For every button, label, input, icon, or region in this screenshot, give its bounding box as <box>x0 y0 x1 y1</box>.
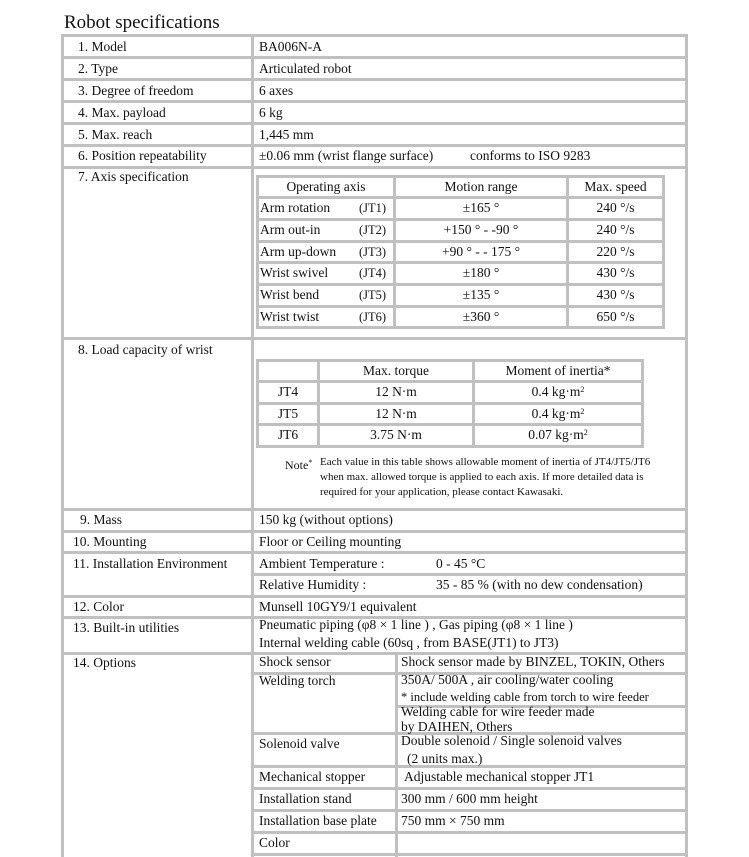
row-line <box>251 573 688 576</box>
axis-joint: (JT4) <box>359 266 387 280</box>
options-divider <box>395 652 398 857</box>
option-value: (2 units max.) <box>407 751 483 766</box>
spec-label-type: 2. Type <box>78 61 119 76</box>
option-value: Shock sensor made by BINZEL, TOKIN, Others <box>401 654 665 669</box>
axis-motion-range: ±165 ° <box>462 200 500 215</box>
row-line <box>61 551 688 554</box>
axis-name: Arm out-in <box>260 222 321 237</box>
axis-motion-range: ±180 ° <box>462 265 500 280</box>
axis-max-speed: 240 °/s <box>596 222 635 237</box>
spec-value-mounting: Floor or Ceiling mounting <box>259 534 402 549</box>
spec-label-payload: 4. Max. payload <box>78 105 166 120</box>
load-moment-of-inertia <box>475 427 641 443</box>
note-mark: * <box>308 458 313 467</box>
option-value: by DAIHEN, Others <box>401 719 513 734</box>
spec-label-color: 12. Color <box>73 599 125 614</box>
axis-joint: (JT2) <box>359 223 387 237</box>
utilities-line-2: Internal welding cable (60sq , from BASE(JT1) to JT3) <box>259 635 559 650</box>
axis-table-line <box>256 218 665 221</box>
env-humidity-value: 35 - 85 % (with no dew condensation) <box>436 577 643 592</box>
row-line <box>61 530 688 533</box>
load-max-torque: 12 N·m <box>375 384 417 399</box>
spec-label-load: 8. Load capacity of wrist <box>78 342 213 357</box>
load-max-torque: 12 N·m <box>375 406 417 421</box>
axis-max-speed: 430 °/s <box>596 287 635 302</box>
axis-motion-range: ±360 ° <box>462 309 500 324</box>
axis-table-line <box>256 305 665 308</box>
option-name: Color <box>259 835 290 850</box>
inertia-value: 0.4 kg·m <box>531 406 581 421</box>
row-line <box>61 78 688 81</box>
axis-motion-range: +90 ° - - 175 ° <box>441 244 521 259</box>
axis-max-speed: 220 °/s <box>596 244 635 259</box>
axis-joint: (JT3) <box>359 245 387 259</box>
row-line <box>61 595 688 598</box>
env-temp-label: Ambient Temperature : <box>259 556 385 571</box>
table-border-left <box>61 34 64 857</box>
option-name: Welding torch <box>259 673 336 688</box>
axis-motion-range: +150 ° - -90 ° <box>443 222 519 237</box>
load-joint: JT5 <box>277 406 299 421</box>
env-humidity-label: Relative Humidity : <box>259 577 367 592</box>
option-value: 750 mm × 750 mm <box>401 813 505 828</box>
option-value: 350A/ 500A , air cooling/water cooling <box>401 672 614 687</box>
utilities-line-1: Pneumatic piping (φ8 × 1 line ) , Gas piping (φ8 × 1 line ) <box>259 617 573 632</box>
row-line <box>251 787 688 790</box>
load-table-line <box>256 445 644 448</box>
axis-table-line <box>256 175 259 329</box>
inertia-exponent: 2 <box>583 428 588 437</box>
option-name: Solenoid valve <box>259 736 340 751</box>
option-name: Shock sensor <box>259 654 331 669</box>
spec-label-reach: 5. Max. reach <box>78 127 153 142</box>
inertia-exponent: 2 <box>580 407 585 416</box>
spec-value-iso-standard: conforms to ISO 9283 <box>470 148 591 163</box>
option-name: Installation stand <box>259 791 352 806</box>
axis-name: Arm rotation <box>260 200 331 215</box>
row-line <box>61 100 688 103</box>
axis-max-speed: 430 °/s <box>596 265 635 280</box>
note-line: required for your application, please contact Kawasaki. <box>320 486 564 498</box>
load-table-line <box>256 359 644 362</box>
option-value: Welding cable for wire feeder made <box>401 704 595 719</box>
axis-table-line <box>256 240 665 243</box>
row-line <box>61 337 688 340</box>
spec-value-repeatability: ±0.06 mm (wrist flange surface) <box>259 148 434 163</box>
axis-table-line <box>662 175 665 329</box>
inertia-exponent: 2 <box>580 385 585 394</box>
spec-value-color: Munsell 10GY9/1 equivalent <box>259 599 417 614</box>
axis-max-speed: 650 °/s <box>596 309 635 324</box>
axis-table-line <box>256 283 665 286</box>
axis-table-line <box>256 326 665 329</box>
note-line: when max. allowed torque is applied to each axis. If more detailed data is <box>320 471 644 483</box>
axis-joint: (JT5) <box>359 288 387 302</box>
note-line: Each value in this table shows allowable moment of inertia of JT4/JT5/JT6 <box>320 456 651 468</box>
load-joint: JT6 <box>277 427 299 442</box>
option-value: Adjustable mechanical stopper JT1 <box>404 769 595 784</box>
load-table-line <box>256 402 644 405</box>
option-value: 300 mm / 600 mm height <box>401 791 538 806</box>
option-name: Mechanical stopper <box>259 769 366 784</box>
axis-joint: (JT1) <box>359 201 387 215</box>
spec-label-axis: 7. Axis specification <box>78 169 189 184</box>
spec-value-model: BA006N-A <box>259 39 322 54</box>
axis-table-line <box>256 261 665 264</box>
axis-table-line <box>256 175 665 178</box>
axis-motion-range: ±135 ° <box>462 287 500 302</box>
page-title: Robot specifications <box>64 12 220 33</box>
spec-label-mass: 9. Mass <box>80 512 123 527</box>
load-moment-of-inertia <box>475 384 641 400</box>
spec-label-options: 14. Options <box>73 655 137 670</box>
axis-name: Wrist twist <box>260 309 320 324</box>
axis-name: Wrist swivel <box>260 265 329 280</box>
spec-value-type: Articulated robot <box>259 61 352 76</box>
axis-max-speed: 240 °/s <box>596 200 635 215</box>
row-line <box>251 809 688 812</box>
env-temp-value: 0 - 45 °C <box>436 556 486 571</box>
axis-name: Wrist bend <box>260 287 320 302</box>
load-max-torque: 3.75 N·m <box>370 427 422 442</box>
spec-label-dof: 3. Degree of freedom <box>78 83 194 98</box>
row-line <box>61 56 688 59</box>
inertia-value: 0.07 kg·m <box>528 427 584 442</box>
option-name: Installation base plate <box>259 813 377 828</box>
row-line <box>251 831 688 834</box>
spec-value-mass: 150 kg (without options) <box>259 512 393 527</box>
load-header-moment-of-inertia: Moment of inertia* <box>505 363 611 378</box>
spec-value-payload: 6 kg <box>259 105 283 120</box>
load-joint: JT4 <box>277 384 299 399</box>
row-line <box>61 34 688 37</box>
row-line <box>251 853 688 856</box>
load-table-line <box>256 380 644 383</box>
spec-value-reach: 1,445 mm <box>259 127 314 142</box>
row-line <box>61 144 688 147</box>
axis-header-operating-axis: Operating axis <box>286 179 366 194</box>
axis-header-max-speed: Max. speed <box>584 179 647 194</box>
row-line <box>61 122 688 125</box>
inertia-value: 0.4 kg·m <box>531 384 581 399</box>
spec-label-mounting: 10. Mounting <box>73 534 147 549</box>
spec-label-utilities: 13. Built-in utilities <box>73 620 180 635</box>
axis-header-motion-range: Motion range <box>444 179 518 194</box>
option-value: * include welding cable from torch to wire feeder <box>401 690 649 704</box>
note-label-text: Note <box>285 458 309 472</box>
load-table-line <box>256 423 644 426</box>
axis-name: Arm up-down <box>260 244 337 259</box>
axis-joint: (JT6) <box>359 310 387 324</box>
spec-label-repeatability: 6. Position repeatability <box>78 148 207 163</box>
load-moment-of-inertia <box>475 406 641 422</box>
spec-label-environment: 11. Installation Environment <box>73 556 228 571</box>
note-label <box>285 458 312 472</box>
load-table-line <box>641 359 644 448</box>
row-line <box>61 508 688 511</box>
load-header-max-torque: Max. torque <box>363 363 429 378</box>
axis-table-line <box>256 196 665 199</box>
option-value: Double solenoid / Single solenoid valves <box>401 733 622 748</box>
spec-value-dof: 6 axes <box>259 83 294 98</box>
spec-label-model: 1. Model <box>78 39 127 54</box>
